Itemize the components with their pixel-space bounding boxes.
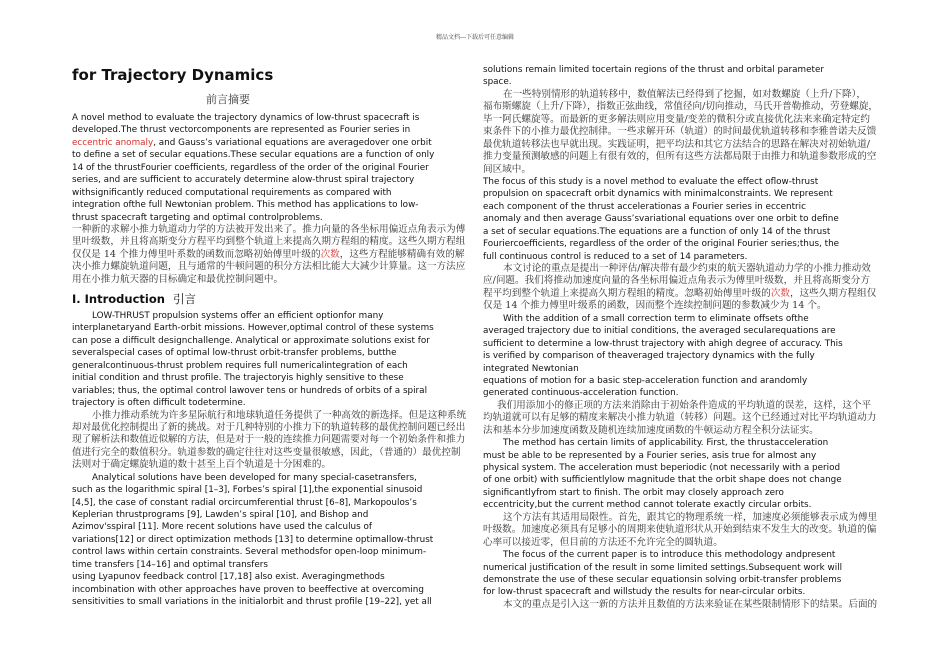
- heading-chinese: 引言: [172, 292, 196, 306]
- text-line: developed.The thrust vectorcomponents are represented as Fourier series in: [72, 125, 411, 136]
- right-column: [483, 64, 893, 611]
- paragraph-chinese-1: [483, 89, 893, 176]
- text-line: [72, 249, 482, 261]
- paragraph-chinese-5: [483, 599, 893, 611]
- paragraph-continuation: [483, 64, 893, 89]
- text-line: a set of secular equations.The equations are a function of only 14 of the thrust: [483, 226, 831, 237]
- text-line: 这个方法有其适用局限性。首先，跟其它的物理系统一样，加速度必须能够表示成为傅里: [503, 511, 878, 523]
- text-line: propulsion on spacecraft orbit dynamics with minimalconstraints. We represent: [483, 189, 833, 200]
- highlighted-text: eccentric anomaly: [72, 137, 154, 148]
- text-line: is verified by comparison of theaveraged trajectory dynamics with the fully: [483, 351, 815, 362]
- text-line: Azimov'sspiral [11]. More recent solutions have used the calculus of: [72, 522, 372, 533]
- text-line: 14 of the thrustFourier coefficients, regardless of the order of the original Fourier: [72, 162, 429, 173]
- intro-paragraph-1-chinese: [72, 410, 482, 472]
- text-line: 用在小推力航天器的目标确定和最优控制问题中。: [72, 273, 284, 285]
- text-line: 福布斯螺旋（上升/下降），指数正弦曲线，常值径向/切向推动，马氏开普勒推动，劳登螺旋，: [483, 101, 879, 113]
- text-line: numerical justification of the result in some limited settings.Subsequent work will: [483, 562, 843, 573]
- text-line: control laws within certain constraints. Several methodsfor open-loop minimum-: [72, 547, 427, 558]
- paragraph-chinese-3: [483, 400, 893, 437]
- text-line: to define a set of secular equations.These secular equations are a function of only: [72, 150, 435, 161]
- text-line: 束条件下的小推力最优控制律。一些求解开环（轨道）的时间最优轨道转移和李雅普诺夫反馈: [483, 126, 877, 138]
- text-line: severalspecial cases of optimal low-thrust orbit-transfer problems, butthe: [72, 348, 397, 359]
- text-line: variables; thus, the optimal control lawover tens or hundreds of orbits of a spiral: [72, 385, 428, 396]
- text-line: 一种新的求解小推力轨道动力学的方法被开发出来了。推力向量的各坐标用偏近点角表示为傅: [72, 223, 466, 235]
- text-line: generated continuous-acceleration function.: [483, 388, 679, 399]
- abstract-chinese: [72, 224, 482, 286]
- text-line: 叶级数。加速度必须具有足够小的周期来使轨道形状从开始到结束不发生大的改变。轨道的偏: [483, 524, 877, 536]
- paragraph-chinese-2: [483, 263, 893, 313]
- paragraph-focus: [483, 176, 893, 263]
- abstract-heading: 前言摘要: [206, 93, 250, 106]
- text-line: using Lyapunov feedback control [17,18] also exist. Averagingmethods: [72, 572, 385, 583]
- text-segment: , and Gauss’s variational equations are averagedover one orbit: [153, 137, 432, 148]
- text-line: each component of the thrust accelerationas a Fourier series in eccentric: [483, 201, 806, 212]
- text-line: The focus of the current paper is to introduce this methodology andpresent: [503, 550, 836, 561]
- abstract-english: [72, 112, 482, 224]
- text-line: trajectory is often difficult todetermine.: [72, 398, 246, 409]
- text-line: 法和基本分步加速度函数及随机连续加速度函数的牛顿运动方程全积分法证实。: [483, 424, 819, 436]
- text-line: Analytical solutions have been developed for many special-casetransfers,: [92, 472, 417, 483]
- text-line: physical system. The acceleration must beperiodic (not necessarily with a period: [483, 463, 841, 473]
- text-line: [4,5], the case of constant radial orcircumferential thrust [6–8], Markopoulos’s: [72, 497, 417, 508]
- text-line: With the addition of a small correction term to eliminate offsets ofthe: [503, 313, 809, 324]
- text-line: variations[12] or direct optimization methods [13] to determine optimallow-thrust: [72, 534, 434, 545]
- text-line: 仅是 14 个推力傅里叶级系的函数，因而整个连续控制问题的参数减少为 14 个。: [483, 300, 827, 312]
- text-segment: 程平均到整个轨道上来提高久期方程组的精度。忽略初始傅里叶级的: [483, 287, 771, 299]
- text-line: incombination with other approaches have proven to beeffective at overcoming: [72, 584, 424, 595]
- text-line: 心率可以接近零，但目前的方法还不允许完全的圆轨道。: [483, 536, 723, 548]
- text-line: 在一些特别情形的轨道转移中，数值解法已经得到了挖掘，如对数螺旋（上升/下降），: [503, 88, 866, 100]
- left-column-introduction: [72, 310, 482, 609]
- text-line: time transfers [14–16] and optimal transfers: [72, 559, 268, 570]
- paragraph-chinese-4: [483, 512, 893, 549]
- text-line: of one orbit) with sufficientlylow magnitude that the orbit shape does not change: [483, 475, 842, 486]
- text-line: LOW-THRUST propulsion systems offer an efficient optionfor many: [92, 311, 384, 321]
- text-line: interplanetaryand Earth-orbit missions. However,optimal control of these systems: [72, 323, 434, 334]
- text-line: 小推力推动系统为许多星际航行和地球轨道任务提供了一种高效的新选择。但是这种系统: [92, 409, 467, 421]
- highlighted-text: 次数: [770, 287, 790, 299]
- text-line: 我们用添加小的修正项的方法来消除由于初始条件造成的平均轨道的误差，这样，这个平: [497, 399, 872, 411]
- text-line: integration ofthe full Newtonian problem. This method has applications to low-: [72, 200, 419, 211]
- text-line: The focus of this study is a novel method to evaluate the effect oflow-thrust: [483, 176, 819, 187]
- intro-paragraph-1: [72, 310, 482, 410]
- text-line: 间区域中。: [483, 163, 531, 175]
- text-line: [72, 137, 482, 149]
- text-line: for low-thrust spacecraft and willstudy the results for near-circular orbits.: [483, 587, 806, 598]
- text-line: 毕一阿氏螺旋等。而最新的更多解法则应用变量/变差的微积分或直接优化法来来确定特定约: [483, 113, 870, 125]
- text-line: averaged trajectory due to initial conditions, the averaged secularequations are: [483, 326, 836, 337]
- text-line: significantlyfrom start to finish. The orbit may closely approach zero: [483, 487, 784, 498]
- text-line: 法则对于确定螺旋轨道的数十甚至上百个轨道是十分困难的。: [72, 459, 332, 471]
- text-line: anomaly and then average Gauss’svariational equations over one orbit to define: [483, 214, 839, 225]
- text-line: 应/问题。我们将推动加速度向量的各坐标用偏近点角表示为傅里叶级数，并且将高斯变分方: [483, 275, 870, 287]
- page-title: for Trajectory Dynamics: [72, 66, 274, 84]
- text-line: such as the logarithmic spiral [1–3], Forbes’s spiral [1],the exponential sinusoid: [72, 485, 423, 496]
- text-line: series, and are sufficient to accurately determine alow-thrust spiral trajectory: [72, 175, 415, 186]
- text-line: demonstrate the use of these secular equationsin solving orbit-transfer problems: [483, 574, 842, 585]
- highlighted-text: 次数: [320, 248, 340, 260]
- text-line: initial condition and thrust profile. The trajectoryis highly sensitive to these: [72, 373, 404, 384]
- heading-english: I. Introduction: [72, 292, 165, 306]
- text-line: The method has certain limits of applicability. First, the thrustacceleration: [503, 438, 829, 449]
- paragraph-correction: [483, 313, 893, 400]
- text-line: space.: [483, 77, 512, 88]
- text-line: 里叶级数，并且将高斯变分方程平均到整个轨道上来提高久期方程组的精度。这些久期方程组: [72, 236, 466, 248]
- text-line: full continuous control is reduced to a set of 14 parameters.: [483, 251, 748, 262]
- text-line: sensitivities to small variations in the initialorbit and thrust profile [19–22], yet all: [72, 597, 432, 608]
- text-line: 却对最优化控制提出了新的挑战。对于几种特别的小推力下的轨道转移的最优控制问题已经出: [72, 421, 466, 433]
- text-line: A novel method to evaluate the trajectory dynamics of low-thrust spacecraft is: [72, 113, 420, 123]
- intro-paragraph-2: [72, 472, 482, 609]
- text-line: eccentricity,but the current method cannot tolerate exactly circular orbits.: [483, 500, 812, 511]
- text-line: withsignificantly reduced computational requirements as compared with: [72, 187, 392, 198]
- text-line: [483, 288, 893, 300]
- text-line: Fouriercoefficients, regardless of the order of the original Fourier series;thus, the: [483, 239, 840, 250]
- text-line: integrated Newtonian: [483, 363, 579, 374]
- text-line: can pose a difficult designchallenge. Analytical or approximate solutions exist for: [72, 335, 430, 346]
- text-line: 推力变量预测敏感的问题上有很有效的，但所有这些方法都局限于由推力和轨道参数形成的空: [483, 151, 877, 163]
- text-segment: 仅仅是 14 个推力傅里叶系数的函数而忽略初始傅里叶级的: [72, 248, 321, 260]
- left-column-abstract: [72, 112, 482, 286]
- text-line: generalcontinuous-thrust problem requires full numericalintegration of each: [72, 360, 408, 371]
- text-line: thrust spacecraft targeting and optimal controlproblems.: [72, 212, 323, 223]
- page-header: 精品文档---下载后可任意编辑: [435, 34, 515, 41]
- text-line: 值进行完全的数值积分。轨道参数的确定往往对这些变量很敏感，因此，（普通的）最优控制: [72, 446, 461, 458]
- text-line: 现了解析法和数值近似解的方法，但是对于一般的连续推力问题需要对每一个初始条件和推力: [72, 434, 466, 446]
- text-line: must be able to be represented by a Fourier series, asis true for almost any: [483, 450, 817, 461]
- text-line: equations of motion for a basic step-acceleration function and arandomly: [483, 375, 808, 386]
- text-line: solutions remain limited tocertain regions of the thrust and orbital parameter: [483, 65, 824, 75]
- section-heading-introduction: [72, 291, 196, 307]
- text-line: 最优轨道转移法也早就出现。实践证明，把平均法和其它方法结合的思路在解决对初始轨道/: [483, 138, 870, 150]
- paragraph-limits: [483, 437, 893, 512]
- paragraph-current-focus: [483, 549, 893, 599]
- text-segment: ，这些久期方程组仅: [790, 287, 877, 299]
- text-line: Keplerian thrustprograms [9], Lawden’s spiral [10], and Bishop and: [72, 510, 369, 520]
- text-line: 本文讨论的重点是提出一种评估/解决带有最少约束的航天器轨道动力学的小推力推动效: [503, 263, 871, 274]
- text-line: 本文的重点是引入这一新的方法并且数值的方法来验证在某些限制情形下的结果。后面的: [503, 598, 878, 610]
- text-segment: ，这些方程能够精确有效的解: [339, 248, 465, 260]
- text-line: 均轨道就可以有足够的精度来解决小推力轨道（转移）问题。这个已经通过对比平均轨道动力: [483, 412, 877, 424]
- text-line: 决小推力螺旋轨道问题，且与通常的牛顿问题的积分方法相比能大大减少计算量。这一方法应: [72, 261, 466, 273]
- text-line: sufficient to determine a low-thrust trajectory with ahigh degree of accuracy. This: [483, 338, 843, 349]
